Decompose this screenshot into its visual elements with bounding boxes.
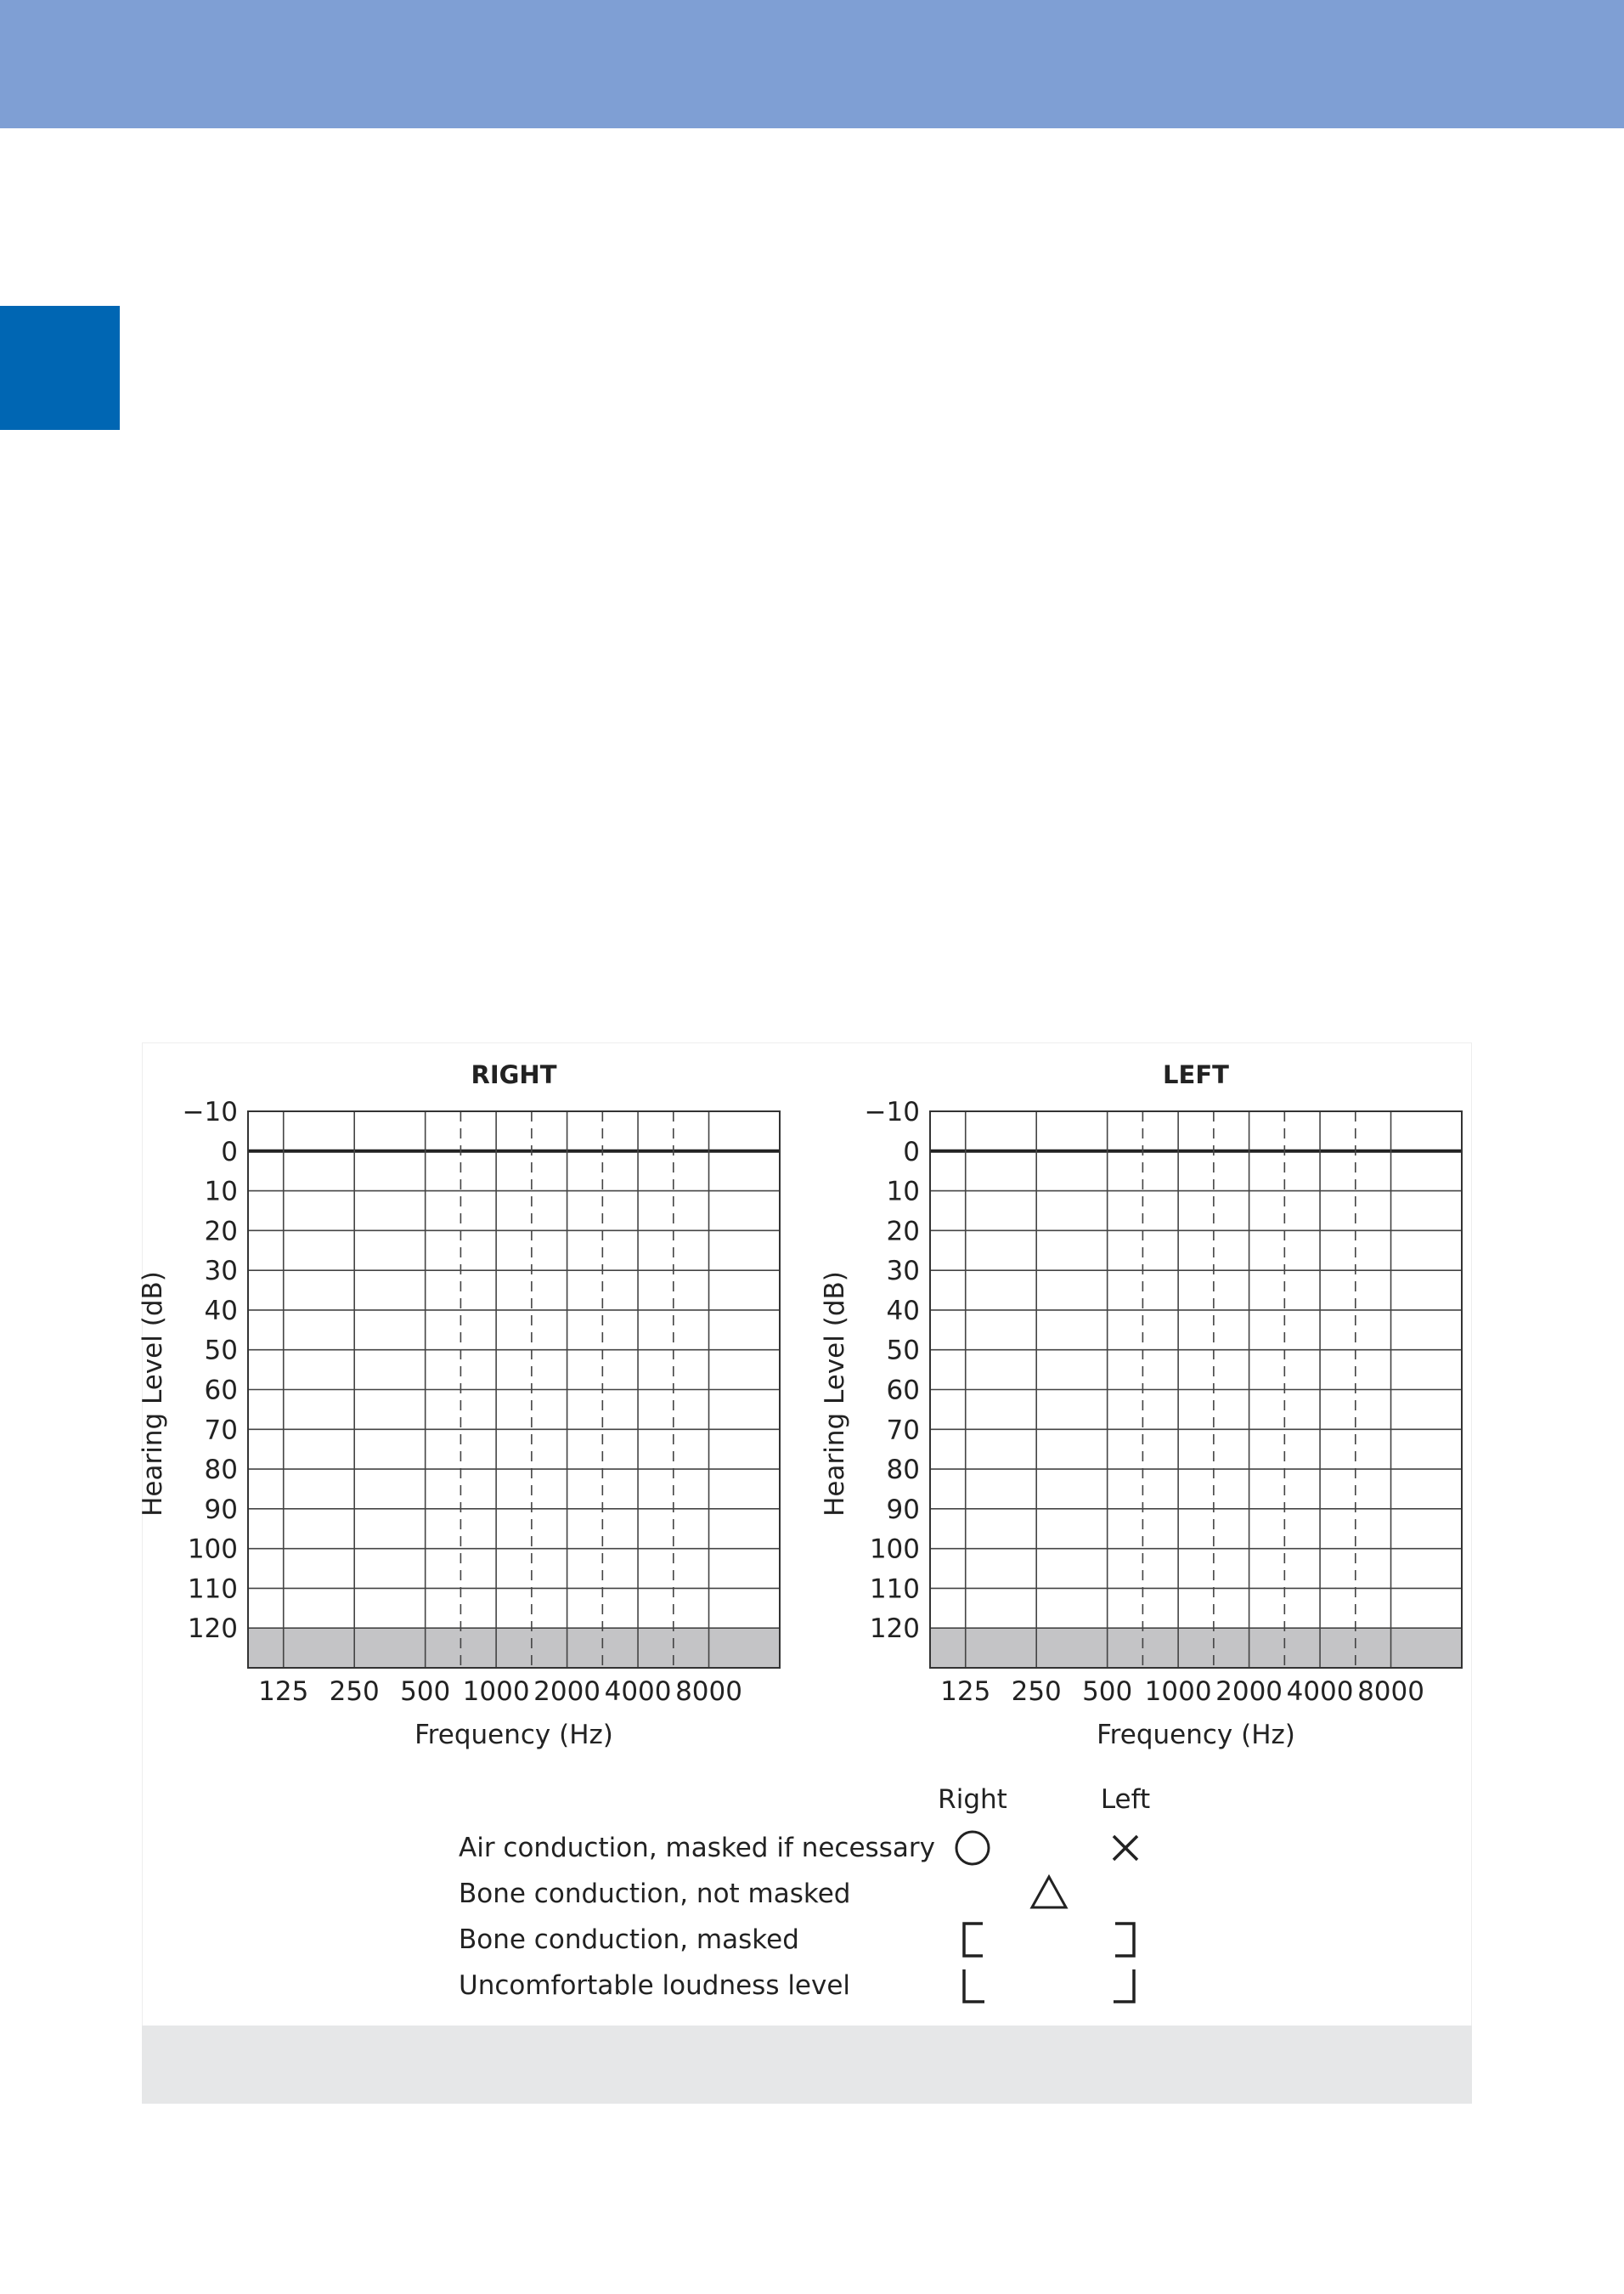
y-axis-label: Hearing Level (dB): [138, 1271, 168, 1517]
y-tick-label: 90: [886, 1494, 920, 1525]
audiogram-left: [820, 1060, 1462, 1750]
x-tick-label: 4000: [604, 1676, 672, 1707]
chart-title: LEFT: [1163, 1060, 1229, 1089]
x-tick-label: 8000: [1357, 1676, 1424, 1707]
y-tick-label: 80: [886, 1455, 920, 1486]
y-tick-label: 100: [187, 1534, 238, 1565]
x-tick-label: 500: [1082, 1676, 1133, 1707]
legend-row: [459, 1969, 1134, 2002]
x-tick-label: 4000: [1286, 1676, 1354, 1707]
shaded-band: [930, 1628, 1462, 1668]
y-tick-label: −10: [182, 1097, 238, 1127]
x-tick-label: 1000: [462, 1676, 530, 1707]
y-tick-label: 20: [886, 1216, 920, 1247]
y-tick-label: 70: [886, 1415, 920, 1446]
open-bracket-icon: [964, 1924, 983, 1956]
x-tick-label: 8000: [675, 1676, 742, 1707]
y-tick-label: 90: [204, 1494, 238, 1525]
legend-row-label: Air conduction, masked if necessary: [459, 1833, 935, 1863]
y-tick-label: 50: [886, 1335, 920, 1366]
triangle-icon: [1032, 1877, 1066, 1907]
x-tick-label: 250: [1011, 1676, 1062, 1707]
x-tick-label: 125: [258, 1676, 309, 1707]
y-axis-label: Hearing Level (dB): [820, 1271, 850, 1517]
circle-icon: [956, 1832, 989, 1864]
y-tick-label: 20: [204, 1216, 238, 1247]
x-axis-label: Frequency (Hz): [414, 1720, 613, 1750]
y-tick-label: 110: [869, 1574, 920, 1605]
y-tick-label: 100: [869, 1534, 920, 1565]
y-tick-label: 30: [886, 1256, 920, 1287]
audiogram-right: [138, 1060, 780, 1750]
y-tick-label: 60: [204, 1375, 238, 1406]
y-tick-label: 50: [204, 1335, 238, 1366]
x-tick-label: 1000: [1144, 1676, 1212, 1707]
y-tick-label: 60: [886, 1375, 920, 1406]
y-tick-label: 120: [869, 1613, 920, 1645]
chart-title: RIGHT: [471, 1060, 557, 1089]
y-tick-label: 10: [886, 1176, 920, 1207]
x-tick-label: 250: [329, 1676, 380, 1707]
x-axis-label: Frequency (Hz): [1097, 1720, 1295, 1750]
y-tick-label: 0: [903, 1136, 920, 1167]
y-tick-label: 30: [204, 1256, 238, 1287]
legend-row: [459, 1924, 1134, 1956]
legend-header-right: Right: [938, 1784, 1007, 1815]
reverse-l-bracket-icon: [1114, 1969, 1134, 2002]
y-tick-label: 0: [221, 1136, 238, 1167]
y-tick-label: 10: [204, 1176, 238, 1207]
y-tick-label: 110: [187, 1574, 238, 1605]
legend-row-label: Uncomfortable loudness level: [459, 1970, 851, 2001]
close-bracket-icon: [1115, 1924, 1134, 1956]
y-tick-label: 70: [204, 1415, 238, 1446]
legend-row: [459, 1877, 1066, 1909]
y-tick-label: 80: [204, 1455, 238, 1486]
y-tick-label: 120: [187, 1613, 238, 1645]
legend-header-left: Left: [1100, 1784, 1151, 1815]
x-icon: [1114, 1836, 1137, 1860]
shaded-band: [248, 1628, 780, 1668]
y-tick-label: −10: [864, 1097, 920, 1127]
legend-row: [459, 1832, 1137, 1864]
legend-row-label: Bone conduction, masked: [459, 1924, 799, 1955]
y-tick-label: 40: [204, 1295, 238, 1326]
symbol-legend: [459, 1784, 1150, 2002]
x-tick-label: 2000: [533, 1676, 601, 1707]
y-tick-label: 40: [886, 1295, 920, 1326]
x-tick-label: 125: [940, 1676, 991, 1707]
x-tick-label: 2000: [1215, 1676, 1283, 1707]
legend-row-label: Bone conduction, not masked: [459, 1879, 851, 1909]
l-bracket-icon: [964, 1969, 984, 2002]
x-tick-label: 500: [400, 1676, 451, 1707]
